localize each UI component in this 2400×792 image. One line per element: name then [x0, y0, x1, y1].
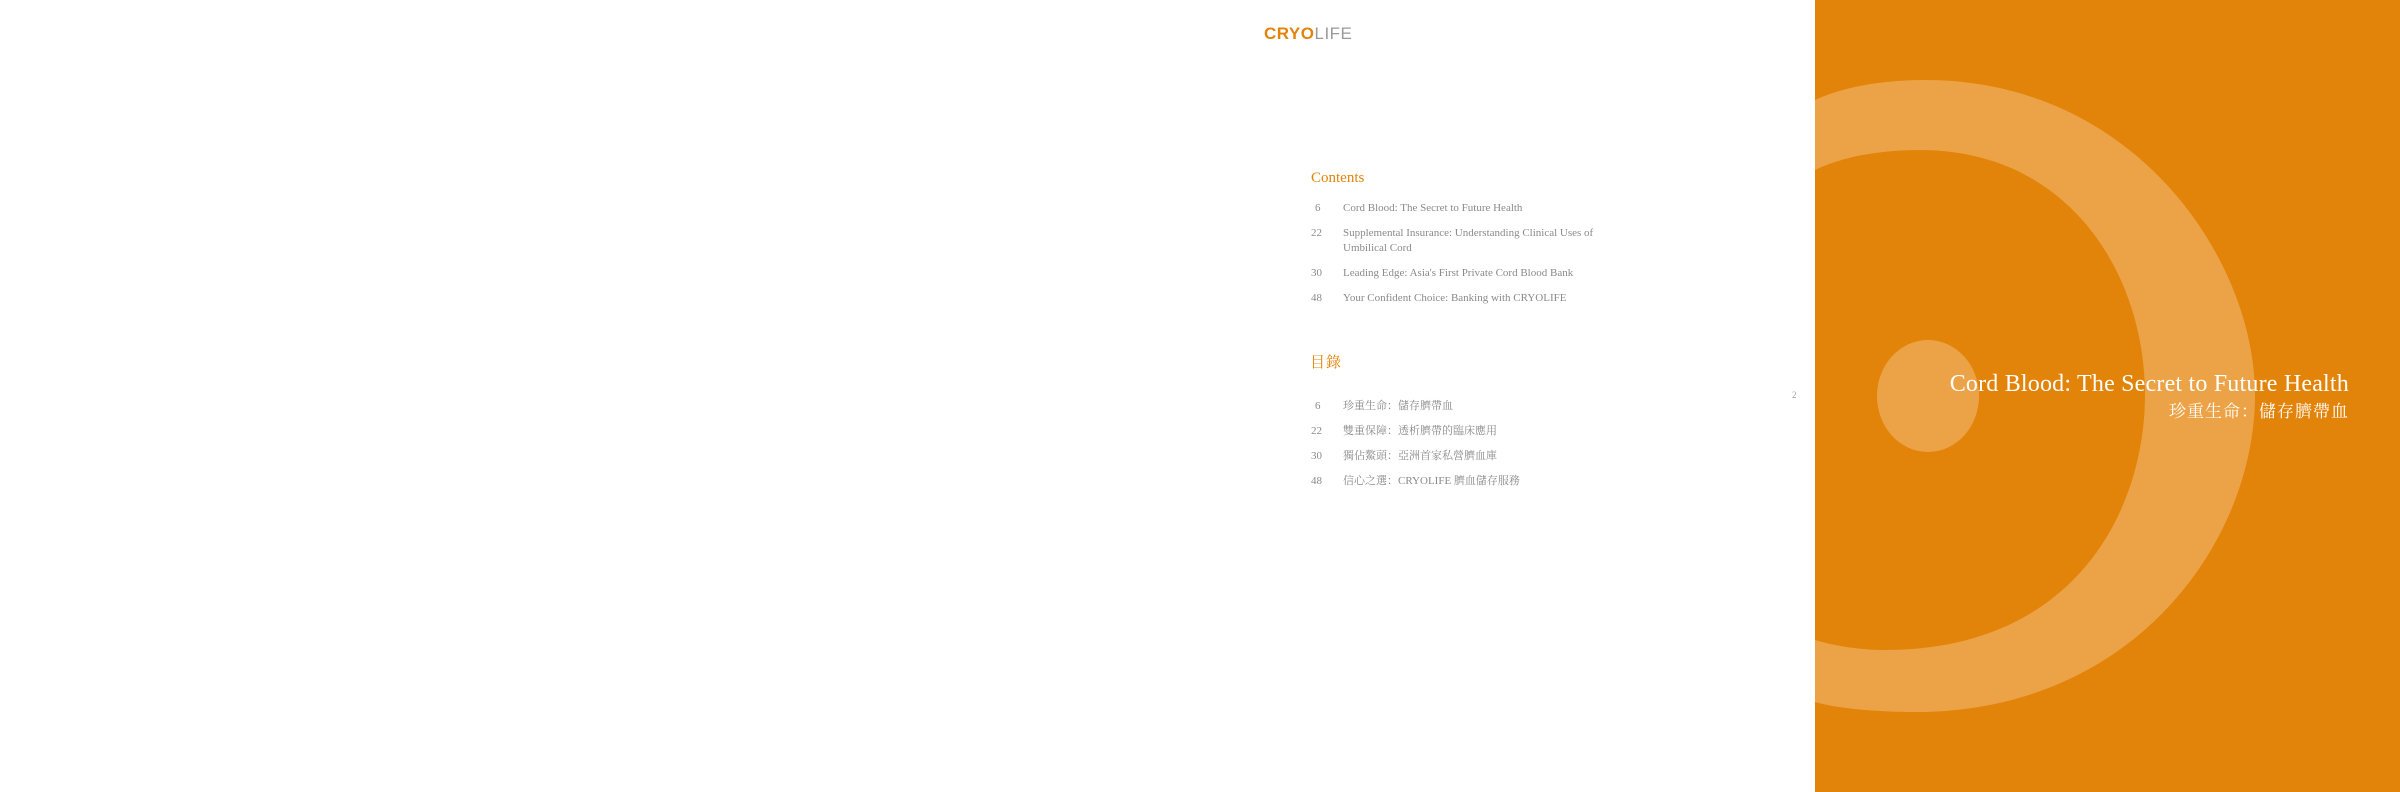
toc-page-number: 22 [1311, 425, 1322, 437]
cover-panel [1815, 0, 2400, 792]
cover-subtitle: 珍重生命：儲存臍帶血 [2169, 402, 2349, 421]
contents-list-zh [1311, 399, 1611, 499]
cryolife-logo [1264, 24, 1352, 44]
toc-entry-title: Your Confident Choice: Banking with CRYOLIFE [1343, 292, 1567, 304]
toc-entry[interactable] [1311, 424, 1611, 439]
toc-entry[interactable] [1311, 474, 1611, 489]
toc-entry-title: 信心之選：CRYOLIFE 臍血儲存服務 [1343, 475, 1520, 487]
contents-heading-zh: 目錄 [1310, 355, 1343, 371]
toc-entry[interactable] [1311, 226, 1611, 256]
toc-page-number: 6 [1315, 400, 1321, 412]
toc-entry-title: 珍重生命：儲存臍帶血 [1343, 400, 1453, 412]
toc-entry[interactable] [1311, 201, 1611, 216]
toc-entry-title: 獨佔鰲頭：亞洲首家私營臍血庫 [1343, 450, 1497, 462]
toc-entry-title: Leading Edge: Asia's First Private Cord Blood Bank [1343, 267, 1574, 279]
toc-page-number: 48 [1311, 475, 1322, 487]
toc-page-number: 6 [1315, 202, 1321, 214]
contents-list-en [1311, 201, 1611, 316]
page-number: 2 [1792, 390, 1797, 400]
toc-entry-title: 雙重保障：透析臍帶的臨床應用 [1343, 425, 1497, 437]
toc-entry[interactable] [1311, 399, 1611, 414]
toc-entry-title: Cord Blood: The Secret to Future Health [1343, 202, 1523, 214]
cover-title: Cord Blood: The Secret to Future Health [1949, 371, 2349, 397]
toc-page-number: 30 [1311, 267, 1322, 279]
toc-entry-title: Supplemental Insurance: Understanding Clinical Uses of Umbilical Cord [1343, 227, 1594, 254]
logo-part-life: LIFE [1314, 24, 1353, 43]
toc-entry[interactable] [1311, 291, 1611, 306]
toc-entry[interactable] [1311, 449, 1611, 464]
toc-page-number: 48 [1311, 292, 1322, 304]
contents-heading: Contents [1311, 170, 1365, 186]
logo-part-cryo: CRYO [1264, 24, 1315, 43]
toc-page-number: 30 [1311, 450, 1322, 462]
toc-entry[interactable] [1311, 266, 1611, 281]
toc-page-number: 22 [1311, 227, 1322, 239]
